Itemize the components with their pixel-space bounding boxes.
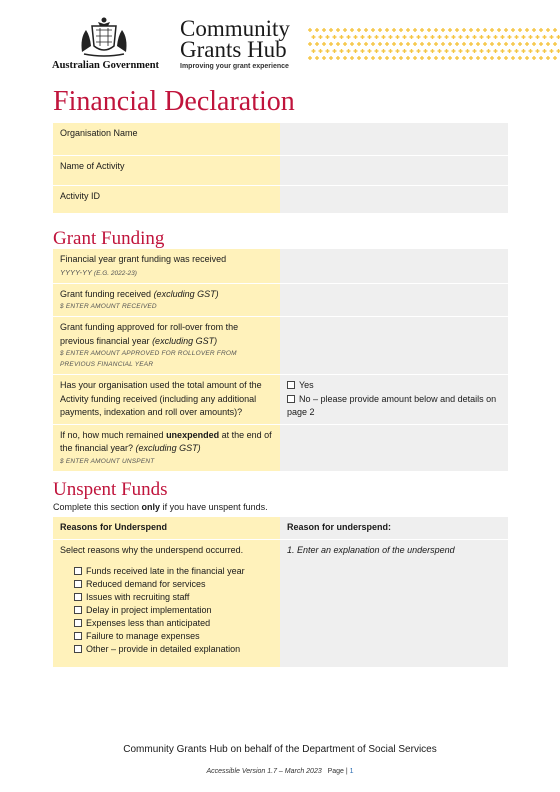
organisation-name-label: Organisation Name: [53, 123, 280, 155]
list-item[interactable]: [74, 591, 273, 604]
activity-id-field[interactable]: [280, 185, 508, 213]
funding-received-label: [60, 288, 273, 302]
financial-year-label: Financial year grant funding was received: [60, 254, 227, 264]
reason-label: Expenses less than anticipated: [86, 618, 211, 628]
list-item[interactable]: [74, 643, 273, 656]
unspent-amount-label: [60, 429, 273, 456]
activity-name-field[interactable]: [280, 155, 508, 185]
reason-checkbox[interactable]: [74, 567, 82, 575]
table-row: [53, 155, 508, 185]
reasons-cell: [53, 539, 280, 667]
reason-label: Funds received late in the financial year: [86, 566, 245, 576]
unspent-funds-table: [53, 517, 508, 668]
funding-received-hint: $ ENTER AMOUNT RECEIVED: [60, 303, 157, 310]
funding-received-gst: (excluding GST): [153, 288, 219, 299]
explanation-placeholder: 1. Enter an explanation of the underspend: [287, 544, 455, 555]
subtitle-post: if you have unspent funds.: [160, 502, 268, 512]
reason-label: Reduced demand for services: [86, 579, 206, 589]
table-row: [53, 517, 508, 539]
funding-received-cell: [53, 283, 280, 317]
unspent-funds-subtitle: [53, 502, 268, 512]
footer-version: [0, 768, 560, 775]
list-item[interactable]: [74, 630, 273, 643]
subtitle-bold: only: [141, 502, 161, 512]
funding-received-text: Grant funding received: [60, 288, 154, 299]
yes-option[interactable]: [287, 379, 501, 393]
list-item[interactable]: [74, 565, 273, 578]
organisation-details-table: [53, 123, 508, 214]
rollover-gst: (excluding GST): [152, 335, 218, 346]
financial-year-hint: [60, 267, 273, 279]
table-row: [53, 317, 508, 375]
yes-checkbox[interactable]: [287, 381, 295, 389]
reason-checkbox[interactable]: [74, 593, 82, 601]
rollover-hint: $ ENTER AMOUNT APPROVED FOR ROLLOVER FROM PREVIOUS FINANCIAL YEAR: [60, 350, 237, 368]
unspent-label-gst: (excluding GST): [135, 443, 201, 453]
reason-checkbox[interactable]: [74, 632, 82, 640]
rollover-field[interactable]: [280, 317, 508, 375]
activity-id-label: Activity ID: [53, 185, 280, 213]
no-checkbox[interactable]: [287, 395, 295, 403]
financial-year-cell: [53, 249, 280, 283]
unspent-label-post: at the end of the financial year?: [60, 429, 272, 453]
table-row: [53, 123, 508, 155]
reason-label: Other – provide in detailed explanation: [86, 644, 241, 654]
funding-received-field[interactable]: [280, 283, 508, 317]
reason-checkbox[interactable]: [74, 619, 82, 627]
yes-option-label: Yes: [299, 380, 314, 390]
funding-used-options: [280, 375, 508, 425]
rollover-text: Grant funding approved for roll-over from the previous financial year: [60, 322, 239, 346]
hub-tagline: Improving your grant experience: [180, 63, 289, 70]
coat-of-arms-icon: [78, 16, 130, 58]
list-item[interactable]: [74, 578, 273, 591]
grant-funding-table: [53, 249, 508, 472]
page-label: Page |: [327, 768, 350, 775]
reason-label: Failure to manage expenses: [86, 631, 200, 641]
community-grants-hub-logo: [180, 18, 290, 70]
reason-checkbox[interactable]: [74, 606, 82, 614]
government-name: Australian Government: [52, 60, 160, 71]
table-row: [53, 185, 508, 213]
unspent-label-pre: If no, how much remained: [60, 429, 167, 440]
reason-column-header: Reason for underspend:: [280, 517, 508, 539]
rollover-label: [60, 321, 273, 348]
table-row: [53, 424, 508, 471]
reason-label: Delay in project implementation: [86, 605, 212, 615]
page-number: 1: [349, 768, 354, 775]
list-item[interactable]: [74, 604, 273, 617]
table-row: [53, 249, 508, 283]
reason-checkbox[interactable]: [74, 645, 82, 653]
financial-year-field[interactable]: [280, 249, 508, 283]
unspent-funds-heading: Unspent Funds: [53, 479, 168, 500]
unspent-amount-field[interactable]: [280, 424, 508, 471]
funding-used-label: Has your organisation used the total amount of the Activity funding received (including any additional payments, indexation and roll over amounts)?: [53, 375, 280, 425]
activity-name-label: Name of Activity: [53, 155, 280, 185]
list-item[interactable]: [74, 617, 273, 630]
table-row: [53, 283, 508, 317]
reasons-intro: Select reasons why the underspend occurred.: [60, 544, 244, 555]
decorative-dot-pattern-icon: [306, 26, 560, 62]
rollover-cell: [53, 317, 280, 375]
reason-checkbox[interactable]: [74, 580, 82, 588]
unspent-label-bold: unexpended: [166, 429, 220, 440]
financial-year-example: (E.G. 2022-23): [93, 269, 137, 277]
organisation-name-field[interactable]: [280, 123, 508, 155]
table-row: [53, 539, 508, 667]
table-row: [53, 375, 508, 425]
no-option-label: No – please provide amount below and details on page 2: [287, 393, 497, 417]
unspent-amount-cell: [53, 424, 280, 471]
reason-label: Issues with recruiting staff: [86, 592, 190, 602]
page-header: [0, 0, 560, 80]
hub-logo-line2: Grants Hub: [180, 37, 287, 62]
page-title: Financial Declaration: [53, 86, 295, 117]
footer-department: Community Grants Hub on behalf of the Department of Social Services: [123, 744, 437, 755]
explanation-field[interactable]: [280, 539, 508, 667]
grant-funding-heading: Grant Funding: [53, 228, 165, 249]
reasons-header: Reasons for Underspend: [53, 517, 280, 539]
no-option[interactable]: [287, 393, 501, 420]
unspent-amount-hint: $ ENTER AMOUNT UNSPENT: [60, 457, 155, 465]
hub-logo-line1: Community: [180, 16, 290, 41]
subtitle-pre: Complete this section: [53, 502, 142, 512]
version-text: Accessible Version 1.7 – March 2023: [206, 768, 322, 775]
reasons-list: [60, 565, 273, 656]
financial-year-format: YYYY-YY: [60, 267, 92, 277]
